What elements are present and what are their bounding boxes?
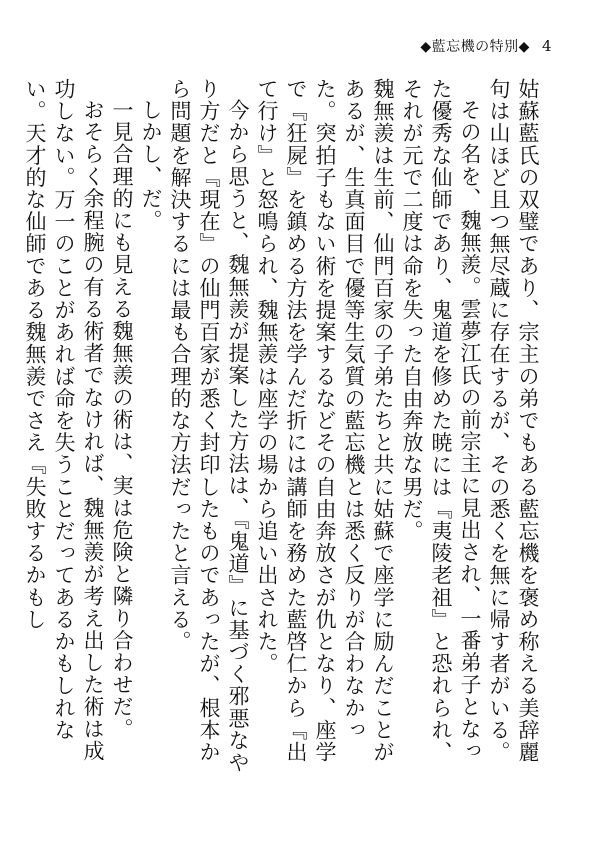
paragraph: 今から思うと、魏無羨が提案した方法は、『鬼道』に基づく邪悪なやり方だと『現在』の仙門百家が悉く封印したものであったが、根本から問題を解決するには最も合理的な方法だったと言える。 xyxy=(168,78,250,774)
running-title: ◆藍忘機の特別◆ xyxy=(420,39,530,55)
paragraph: おそらく余程腕の有る術者でなければ、魏無羨が考え出した術は成功しない。万一のことがあれば命を失うことだってあるかもしれない。天才的な仙師である魏無羨でさえ『失敗するかもし xyxy=(23,78,105,762)
paragraph: 姑蘇藍氏の双璧であり、宗主の弟でもある藍忘機を褒め称える美辞麗句は山ほど且つ無尽蔵に存在するが、その悉くを無に帰す者がいる。 xyxy=(487,78,540,764)
paragraph: 魏無羨は生前、仙門百家の子弟たちと共に姑蘇で座学に励んだことがあるが、生真面目で優等生気質の藍忘機とは悉く反りが合わなかった。突拍子もない術を提案するなどその自由奔放さが仇となり、座学で『狂屍』を鎮める方法を学んだ折には講師を務めた藍啓仁から『出て行け』と怒鳴られ、魏無羨は座学の場から追い出された。 xyxy=(255,78,395,764)
running-header xyxy=(420,36,552,56)
page-number: 4 xyxy=(541,37,552,55)
paragraph: 一見合理的にも見える魏無羨の術は、実は危険と隣り合わせだ。 xyxy=(110,99,134,740)
paragraph: その名を、魏無羨。雲夢江氏の前宗主に見出され、一番弟子となった優秀な仙師であり、鬼道を修めた暁には『夷陵老祖』と恐れられ、それが元で二度は命を失った自由奔放な男だ。 xyxy=(400,78,482,764)
vertical-body-text xyxy=(23,78,542,778)
paragraph: しかし、だ。 xyxy=(139,99,163,232)
